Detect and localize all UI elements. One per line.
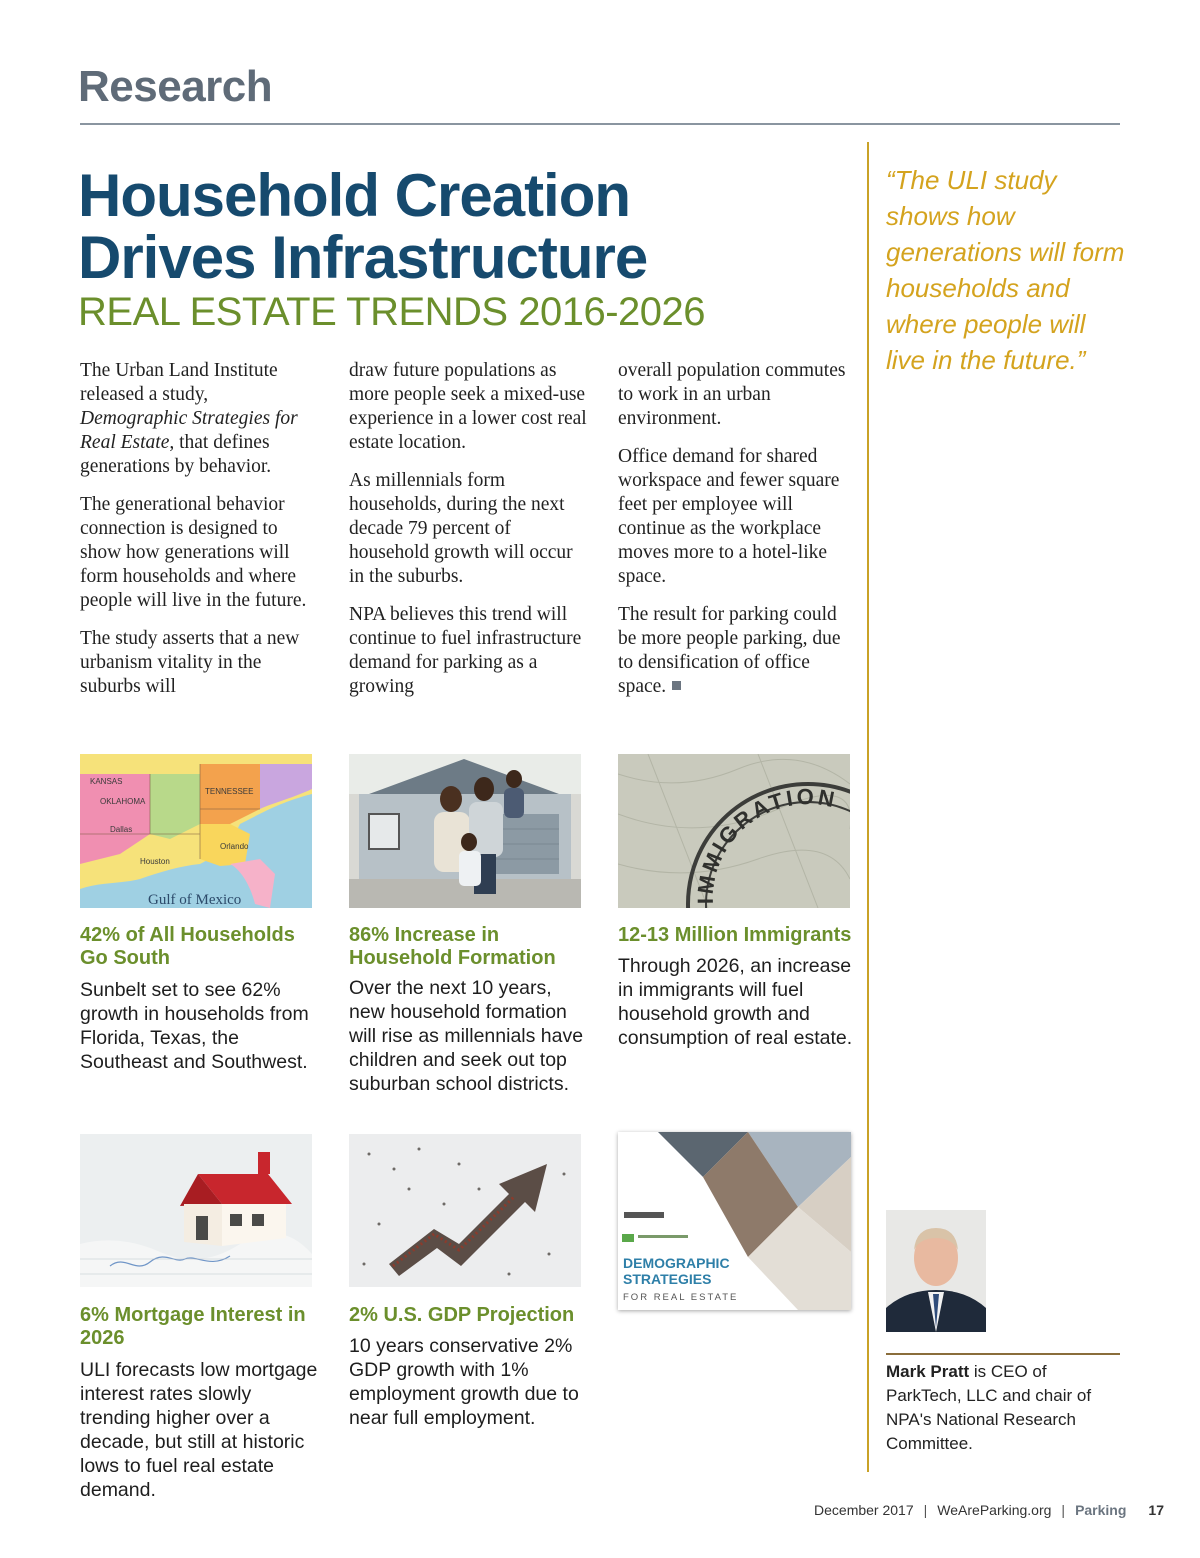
report-cover-line-1: DEMOGRAPHIC <box>623 1255 730 1271</box>
svg-text:KANSAS: KANSAS <box>90 777 123 786</box>
sunbelt-map-image <box>80 754 312 908</box>
article-column-3 <box>618 359 858 713</box>
headline-line-1: Household Creation <box>78 162 631 229</box>
sidebar-divider <box>867 142 869 1472</box>
col1-p1-text: The Urban Land Institute released a study, <box>80 360 278 405</box>
author-photo <box>886 1210 986 1332</box>
family-photo <box>349 754 581 908</box>
pull-quote: “The ULI study shows how generations will form households and where people will live in the future.” <box>886 165 1125 375</box>
col3-p3-text: The result for parking could be more people parking, due to densification of office space. <box>618 604 841 697</box>
col3-paragraph-1: overall population commutes to work in an urban environment. <box>618 360 846 429</box>
col1-paragraph-1 <box>80 359 320 479</box>
report-cover-line-2: STRATEGIES <box>623 1271 712 1287</box>
footer-site-link[interactable]: WeAreParking.org <box>937 1502 1052 1518</box>
page-number: 17 <box>1148 1502 1164 1518</box>
author-bio <box>886 1360 1126 1456</box>
footer-date: December 2017 <box>814 1502 914 1518</box>
headline-line-2: Drives Infrastructure <box>78 224 648 291</box>
tile-title-immigrants: 12-13 Million Immigrants <box>618 924 852 946</box>
author-divider <box>886 1353 1120 1355</box>
tile-body-gdp: 10 years conservative 2% GDP growth with 1% employment growth due to near full employment. <box>349 1335 579 1429</box>
footer-publication: Parking <box>1075 1502 1127 1518</box>
tile-title-mortgage: 6% Mortgage Interest in 2026 <box>80 1304 306 1349</box>
stamp-label: IMMIGRATION <box>692 784 840 905</box>
article-headline <box>78 162 838 291</box>
col1-paragraph-2: The generational behavior connection is designed to show how generations will form households and where people will live in the future. <box>80 494 307 611</box>
footer-separator: | <box>923 1502 928 1518</box>
tile-title-household-formation: 86% Increase in Household Formation <box>349 924 556 969</box>
end-of-article-mark <box>672 681 681 690</box>
col2-paragraph-1: draw future populations as more people seek a mixed-use experience in a lower cost real estate location. <box>349 360 587 453</box>
article-column-2 <box>349 359 589 713</box>
house-model-image <box>80 1134 312 1287</box>
col1-p1-text-end: that defines generations by behavior. <box>80 432 272 477</box>
svg-text:TENNESSEE: TENNESSEE <box>205 787 254 796</box>
author-description: is CEO of ParkTech, LLC and chair of NPA's National Research Committee. <box>886 1362 1092 1453</box>
col1-paragraph-3: The study asserts that a new urbanism vitality in the suburbs will <box>80 628 300 697</box>
tile-title-households-south: 42% of All Households Go South <box>80 924 295 969</box>
report-cover-line-3: FOR REAL ESTATE <box>623 1292 739 1303</box>
col3-paragraph-3 <box>618 603 858 699</box>
svg-text:Houston: Houston <box>140 857 170 866</box>
svg-text:OKLAHOMA: OKLAHOMA <box>100 797 146 806</box>
col3-paragraph-2: Office demand for shared workspace and fewer square feet per employee will continue as the workplace moves more to a hotel-like space. <box>618 446 840 587</box>
page-footer <box>814 1502 1164 1518</box>
tile-title-gdp: 2% U.S. GDP Projection <box>349 1304 575 1326</box>
col2-paragraph-2: As millennials form households, during the next decade 79 percent of household growth will occur in the suburbs. <box>349 470 573 587</box>
tile-body-households-south: Sunbelt set to see 62% growth in households from Florida, Texas, the Southeast and Southwest. <box>80 979 309 1073</box>
crowd-arrow-image <box>349 1134 581 1287</box>
tile-body-mortgage: ULI forecasts low mortgage interest rates slowly trending higher over a decade, but still at historic lows to fuel real estate demand. <box>80 1359 318 1501</box>
article-column-1 <box>80 359 320 713</box>
author-name: Mark Pratt <box>886 1362 970 1381</box>
svg-text:Dallas: Dallas <box>110 825 133 834</box>
svg-text:Orlando: Orlando <box>220 842 249 851</box>
article-subtitle: REAL ESTATE TRENDS 2016-2026 <box>78 290 706 334</box>
gulf-label: Gulf of Mexico <box>148 892 242 908</box>
tile-body-immigrants: Through 2026, an increase in immigrants will fuel household growth and consumption of real estate. <box>618 955 853 1049</box>
study-title: Demographic Strategies for Real Estate, <box>80 408 298 453</box>
immigration-stamp-image <box>618 754 850 908</box>
report-cover-image <box>618 1132 851 1310</box>
footer-separator: | <box>1061 1502 1066 1518</box>
tile-body-household-formation: Over the next 10 years, new household formation will rise as millennials have children and seek out top suburban school districts. <box>349 977 584 1095</box>
header-divider <box>80 123 1120 125</box>
section-label: Research <box>78 62 273 111</box>
col2-paragraph-3: NPA believes this trend will continue to fuel infrastructure demand for parking as a growing <box>349 604 582 697</box>
